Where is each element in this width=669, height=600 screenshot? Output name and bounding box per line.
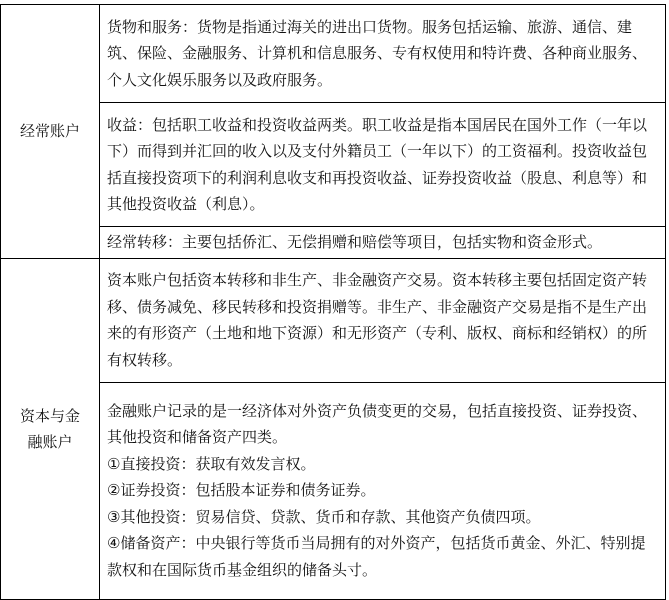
- table-row: [1, 5, 666, 103]
- table-row: [1, 227, 666, 259]
- financial-item-direct-investment: ①直接投资：获取有效发言权。: [107, 454, 316, 473]
- table-row: [1, 382, 666, 599]
- financial-item-reserve-assets: ④储备资产：中央银行等货币当局拥有的对外资产，包括货币黄金、外汇、特别提款权和在国际货币基金组织的储备头寸。: [107, 534, 646, 579]
- table-row: [1, 258, 666, 382]
- financial-account-cell: [100, 382, 666, 599]
- current-account-header: 经常账户: [1, 5, 100, 259]
- income-cell: 收益：包括职工收益和投资收益两类。职工收益是指本国居民在国外工作（一年以下）而得到并汇回的收入以及支付外籍员工（一年以下）的工资福利。投资收益包括直接投资项下的利润利息收支和再投资收益、证券投资收益（股息、利息等）和其他投资收益（利息）。: [100, 103, 666, 227]
- goods-services-cell: 货物和服务：货物是指通过海关的进出口货物。服务包括运输、旅游、通信、建筑、保险、金融服务、计算机和信息服务、专有权使用和特许费、各种商业服务、个人文化娱乐服务以及政府服务。: [100, 5, 666, 103]
- capital-financial-account-header: 资本与金 融账户: [1, 258, 100, 599]
- table-row: [1, 103, 666, 227]
- balance-of-payments-table: [0, 4, 666, 600]
- capital-financial-header-text: 资本与金: [19, 406, 80, 425]
- capital-account-cell: 资本账户包括资本转移和非生产、非金融资产交易。资本转移主要包括固定资产转移、债务减免、移民转移和投资捐赠等。非生产、非金融资产交易是指不是生产出来的有形资产（土地和地下资源）和无形资产（专利、版权、商标和经销权）的所有权转移。: [100, 258, 666, 382]
- financial-item-portfolio-investment: ②证券投资：包括股本证券和债务证券。: [107, 481, 376, 500]
- financial-intro: 金融账户记录的是一经济体对外资产负债变更的交易，包括直接投资、证券投资、其他投资和储备资产四类。: [107, 401, 648, 447]
- current-transfers-cell: 经常转移：主要包括侨汇、无偿捐赠和赔偿等项目，包括实物和资金形式。: [100, 227, 666, 259]
- financial-item-other-investment: ③其他投资：贸易信贷、贷款、货币和存款、其他资产负债四项。: [107, 507, 541, 526]
